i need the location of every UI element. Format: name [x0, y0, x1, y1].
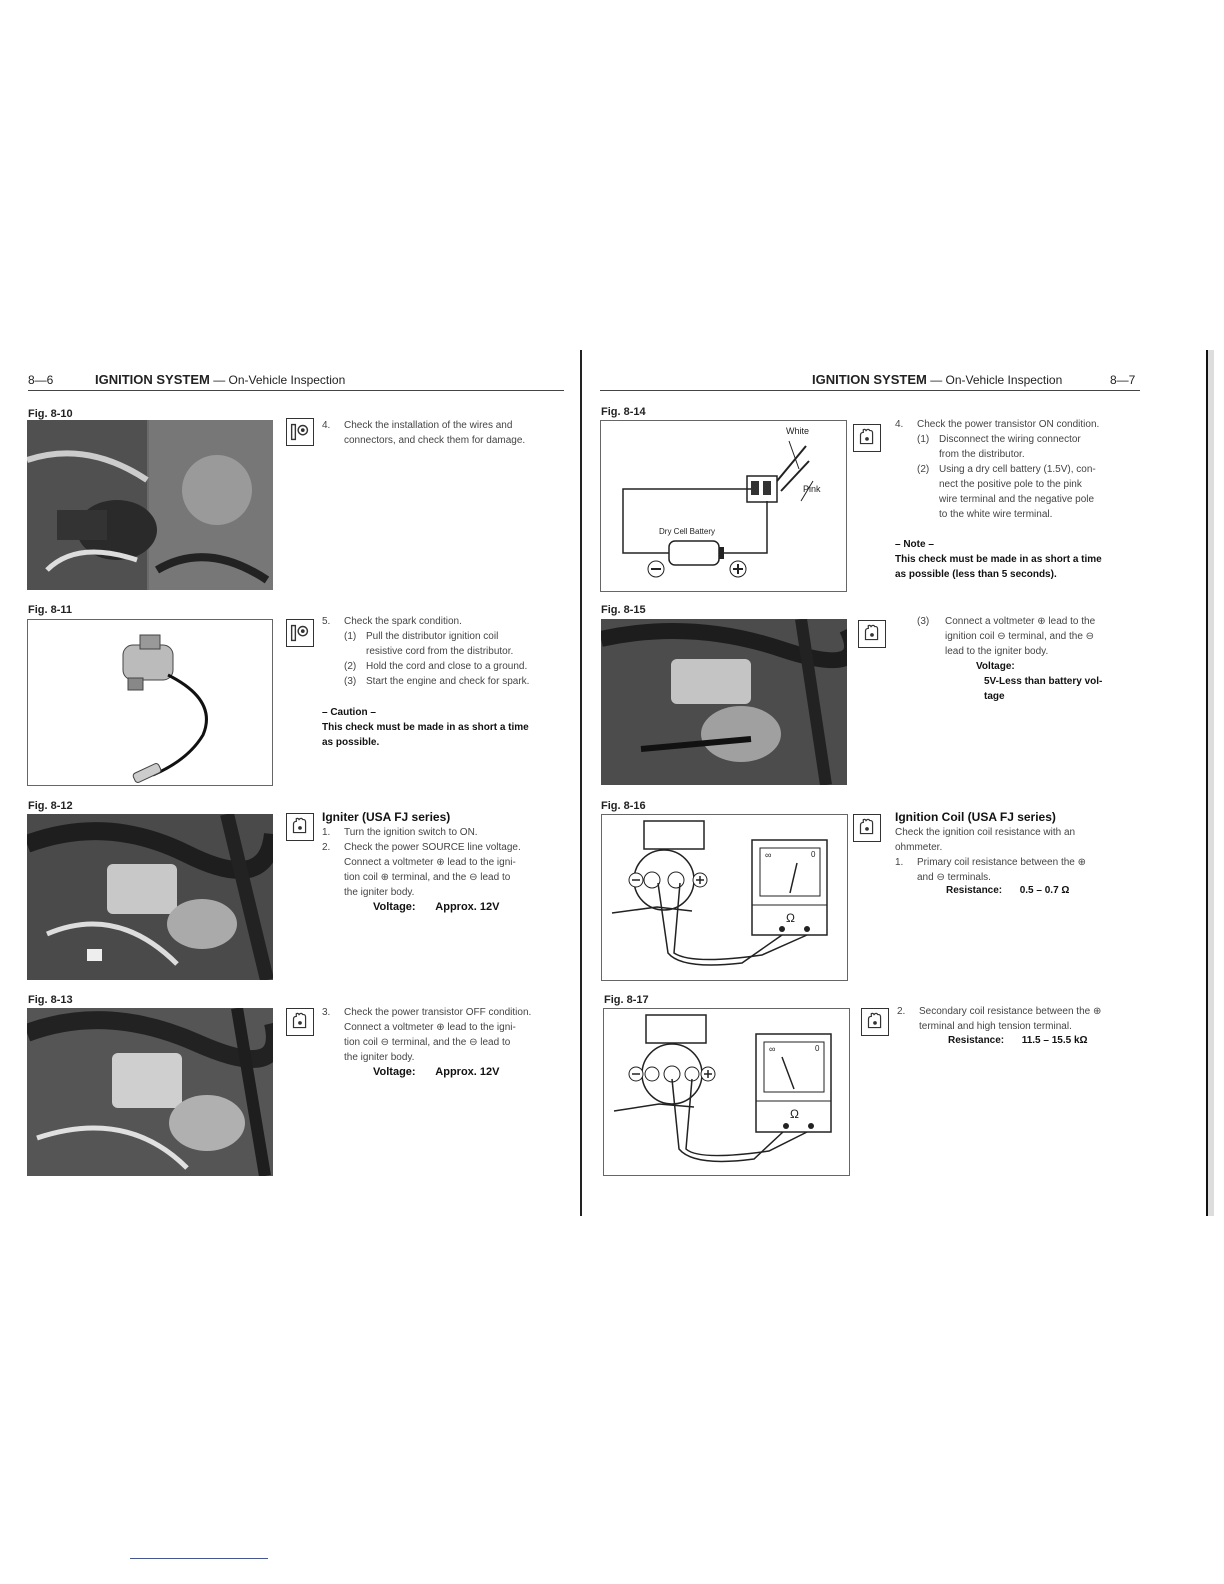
- meter-zero: 0: [811, 850, 816, 859]
- text-line: the igniter body.: [344, 1052, 415, 1063]
- sub-number: (1): [917, 434, 930, 445]
- step-number: 4.: [895, 419, 904, 430]
- text-line: Check the power SOURCE line voltage.: [344, 842, 521, 853]
- ignition-coil-text: [895, 825, 1145, 885]
- text-line: Hold the cord and close to a ground.: [366, 661, 528, 672]
- step4-3-voltage: [976, 659, 1102, 704]
- hand-check-icon: [858, 620, 886, 648]
- resistance-label: Resistance:: [946, 885, 1003, 896]
- text-line: ohmmeter.: [895, 842, 943, 853]
- text-line: tion coil ⊕ terminal, and the ⊖ lead to: [344, 872, 511, 883]
- left-page-header: [95, 372, 345, 387]
- hand-check-icon: [286, 813, 314, 841]
- sub-number: (2): [917, 464, 930, 475]
- right-step4-3-text: [917, 614, 1147, 659]
- fig-8-12-label: Fig. 8-12: [28, 800, 73, 812]
- voltage-value: Approx. 12V: [435, 901, 500, 913]
- voltage-value: 5V-Less than battery vol-: [984, 676, 1103, 687]
- text-line: as possible.: [322, 737, 380, 748]
- visual-check-icon: [286, 418, 314, 446]
- page-edge: [1206, 350, 1214, 1216]
- text-line: Disconnect the wiring connector: [939, 434, 1081, 445]
- fig-8-13-label: Fig. 8-13: [28, 994, 73, 1006]
- text-line: Pull the distributor ignition coil: [366, 631, 499, 642]
- step-number: 2.: [897, 1006, 906, 1017]
- fig-8-14-diagram: [600, 420, 847, 592]
- label-white: White: [786, 426, 810, 436]
- secondary-coil-text: [897, 1004, 1147, 1034]
- text-line: as possible (less than 5 seconds).: [895, 569, 1057, 580]
- igniter-steps: [322, 825, 572, 900]
- text-line: Using a dry cell battery (1.5V), con-: [939, 464, 1096, 475]
- meter-ohm-symbol: Ω: [786, 911, 795, 925]
- left-header-subtitle: — On-Vehicle Inspection: [213, 373, 346, 387]
- fig-8-10-label: Fig. 8-10: [28, 408, 73, 420]
- text-line: from the distributor.: [939, 449, 1025, 460]
- resistance-value: 0.5 – 0.7 Ω: [1019, 885, 1070, 896]
- text-line: Primary coil resistance between the ⊕: [917, 857, 1087, 868]
- sub-number: (3): [917, 616, 930, 627]
- text-line: nect the positive pole to the pink: [939, 479, 1082, 490]
- right-header-rule: [600, 390, 1140, 391]
- ohmmeter-secondary-diagram: [604, 1009, 849, 1175]
- text-line: connectors, and check them for damage.: [344, 435, 526, 446]
- step3-voltage: [373, 1066, 499, 1078]
- voltage-label: Voltage:: [373, 901, 416, 913]
- caution-title: – Caution –: [322, 707, 376, 718]
- book-spine: [580, 350, 582, 1216]
- text-line: ignition coil ⊖ terminal, and the ⊖: [945, 631, 1095, 642]
- meter-ohm-symbol: Ω: [790, 1107, 799, 1121]
- fig-8-17-diagram: [603, 1008, 850, 1176]
- text-line: Secondary coil resistance between the ⊕: [919, 1006, 1102, 1017]
- text-line: Start the engine and check for spark.: [366, 676, 530, 687]
- caution-block: [322, 705, 572, 750]
- hand-check-icon: [853, 424, 881, 452]
- fig-8-17-label: Fig. 8-17: [604, 994, 649, 1006]
- wiring-connector-diagram: [601, 421, 846, 591]
- sub-number: (1): [344, 631, 357, 642]
- fig-8-16-label: Fig. 8-16: [601, 800, 646, 812]
- voltage-label: Voltage:: [373, 1066, 416, 1078]
- text-line: resistive cord from the distributor.: [366, 646, 514, 657]
- text-line: Connect a voltmeter ⊕ lead to the: [945, 616, 1096, 627]
- step-number: 2.: [322, 842, 331, 853]
- sub-number: (2): [344, 661, 357, 672]
- fig-8-16-diagram: [601, 814, 848, 981]
- resistance-label: Resistance:: [948, 1035, 1005, 1046]
- text-line: Check the spark condition.: [344, 616, 462, 627]
- left-step3-text: [322, 1005, 572, 1065]
- note-title: – Note –: [895, 539, 934, 550]
- text-line: This check must be made in as short a time: [895, 554, 1102, 565]
- text-line: the igniter body.: [344, 887, 415, 898]
- text-line: Check the power transistor ON condition.: [917, 419, 1100, 430]
- label-pink: Pink: [803, 484, 821, 494]
- label-dry-cell-battery: Dry Cell Battery: [659, 527, 716, 536]
- visual-check-icon: [286, 619, 314, 647]
- step-number: 3.: [322, 1007, 331, 1018]
- text-line: to the white wire terminal.: [939, 509, 1053, 520]
- text-line: Connect a voltmeter ⊕ lead to the igni-: [344, 1022, 516, 1033]
- right-step4-text: [895, 417, 1145, 522]
- left-page-number: 8—6: [28, 373, 54, 387]
- voltage-label: Voltage:: [976, 661, 1015, 672]
- right-header-subtitle: — On-Vehicle Inspection: [930, 373, 1063, 387]
- note-block: [895, 537, 1145, 582]
- hand-check-icon: [861, 1008, 889, 1036]
- step-number: 1.: [322, 827, 331, 838]
- step-number: 5.: [322, 616, 331, 627]
- text-line: Turn the ignition switch to ON.: [344, 827, 478, 838]
- fig-8-10-photo: [27, 420, 273, 590]
- fig-8-13-photo: [27, 1008, 273, 1176]
- footer-link-underline[interactable]: [130, 1558, 268, 1559]
- ignition-coil-heading: Ignition Coil (USA FJ series): [895, 810, 1056, 824]
- primary-resistance: [946, 885, 1069, 896]
- right-page-number: 8—7: [1110, 373, 1136, 387]
- fig-8-15-photo: [601, 619, 847, 785]
- voltage-value: Approx. 12V: [435, 1066, 500, 1078]
- fig-8-11-label: Fig. 8-11: [28, 604, 73, 616]
- meter-infinity: ∞: [765, 850, 772, 860]
- text-line: tion coil ⊖ terminal, and the ⊖ lead to: [344, 1037, 511, 1048]
- igniter-heading: Igniter (USA FJ series): [322, 810, 451, 824]
- voltage-value-cont: tage: [984, 691, 1005, 702]
- resistance-value: 11.5 – 15.5 kΩ: [1021, 1035, 1088, 1046]
- left-step4-text: [322, 418, 567, 448]
- left-step5-text: [322, 614, 567, 689]
- text-line: lead to the igniter body.: [945, 646, 1049, 657]
- step-number: 1.: [895, 857, 904, 868]
- right-page-header: [812, 372, 1062, 387]
- left-header-title: IGNITION SYSTEM: [95, 372, 210, 387]
- fig-8-12-photo: [27, 814, 273, 980]
- text-line: Check the ignition coil resistance with an: [895, 827, 1076, 838]
- ohmmeter-primary-diagram: [602, 815, 847, 980]
- text-line: wire terminal and the negative pole: [939, 494, 1095, 505]
- meter-zero: 0: [815, 1044, 820, 1053]
- text-line: Connect a voltmeter ⊕ lead to the igni-: [344, 857, 516, 868]
- hand-check-icon: [853, 814, 881, 842]
- igniter-voltage: [373, 901, 499, 913]
- text-line: Check the installation of the wires and: [344, 420, 513, 431]
- hand-check-icon: [286, 1008, 314, 1036]
- right-header-title: IGNITION SYSTEM: [812, 372, 927, 387]
- fig-8-15-label: Fig. 8-15: [601, 604, 646, 616]
- sub-number: (3): [344, 676, 357, 687]
- text-line: terminal and high tension terminal.: [919, 1021, 1072, 1032]
- left-header-rule: [28, 390, 564, 391]
- meter-infinity: ∞: [769, 1044, 776, 1054]
- fig-8-14-label: Fig. 8-14: [601, 406, 646, 418]
- step-number: 4.: [322, 420, 331, 431]
- ignition-coil-illustration: [28, 620, 272, 785]
- text-line: Check the power transistor OFF condition.: [344, 1007, 532, 1018]
- fig-8-11-diagram: [27, 619, 273, 786]
- text-line: and ⊖ terminals.: [917, 872, 991, 883]
- secondary-resistance: [948, 1035, 1088, 1046]
- text-line: This check must be made in as short a time: [322, 722, 529, 733]
